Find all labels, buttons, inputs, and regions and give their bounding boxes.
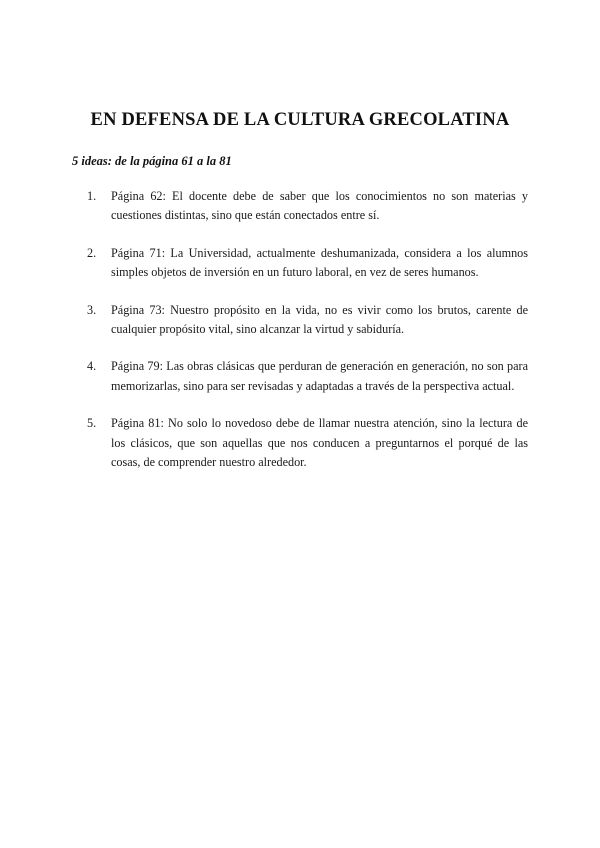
list-item-text: Página 81: No solo lo novedoso debe de llamar nuestra atención, sino la lectura de los clásicos, que son aquellas que nos conducen a preguntarnos el porqué de las cosas, de comprender nuestro alrededor. [111, 416, 528, 470]
list-item [87, 244, 528, 283]
list-item [87, 187, 528, 226]
list-item [87, 357, 528, 396]
list-item-number: 3. [87, 302, 97, 317]
list-item-number: 4. [87, 359, 97, 374]
list-item-number: 1. [87, 189, 97, 203]
list-item-number: 5. [87, 416, 97, 431]
list-item [87, 414, 528, 472]
ideas-list [87, 187, 528, 472]
document-subtitle: 5 ideas: de la página 61 a la 81 [72, 154, 232, 168]
list-item-text: Página 62: El docente debe de saber que los conocimientos no son materias y cuestiones distintas, sino que están conectados entre sí. [111, 189, 528, 223]
list-item-number: 2. [87, 245, 97, 260]
document-title: EN DEFENSA DE LA CULTURA GRECOLATINA [90, 110, 510, 130]
list-item-text: Página 73: Nuestro propósito en la vida, no es vivir como los brutos, carente de cualquier propósito vital, sino alcanzar la virtud y sabiduría. [111, 302, 528, 337]
list-item-text: Página 79: Las obras clásicas que perduran de generación en generación, no son para memorizarlas, sino para ser revisadas y adaptadas a través de la perspectiva actual. [111, 359, 528, 393]
list-item-text: Página 71: La Universidad, actualmente deshumanizada, considera a los alumnos simples objetos de inversión en un futuro laboral, en vez de seres humanos. [111, 245, 528, 280]
list-item [87, 301, 528, 340]
